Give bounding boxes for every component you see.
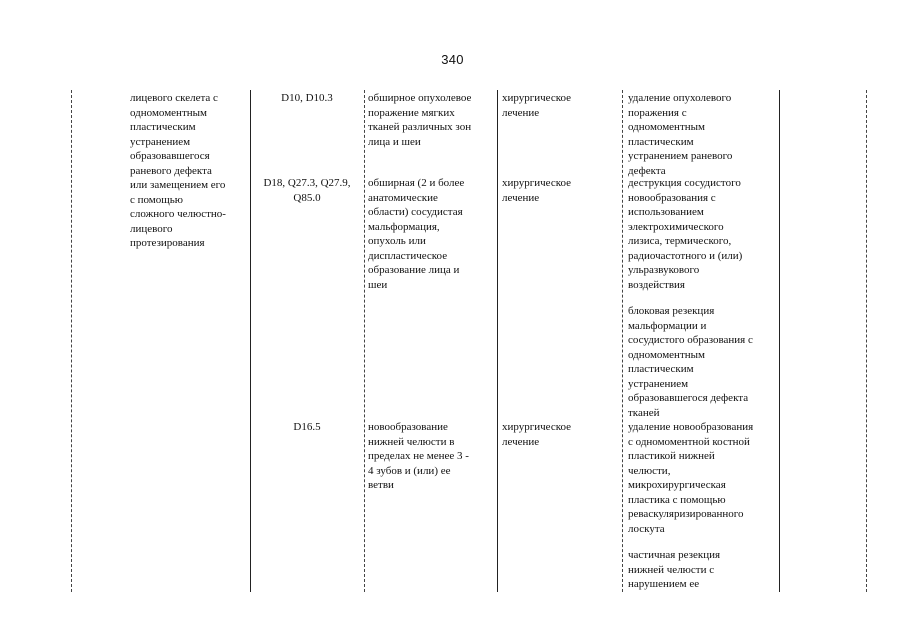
column-divider-2	[364, 90, 365, 592]
code-cell: D10, D10.3	[281, 92, 333, 104]
code-cell: D16.5	[293, 421, 321, 433]
table-border-left	[71, 90, 72, 592]
treatment-cell: хирургическое лечение	[502, 177, 572, 204]
column-divider-1	[250, 90, 251, 592]
method-cell-secondary: блоковая резекция мальформации и сосудистого образования с одномоментным пластическим устранением образовавшегося дефекта тканей	[628, 305, 753, 419]
page-number: 340	[441, 52, 464, 67]
model-cell: обширное опухолевое поражение мягких тканей различных зон лица и шеи	[368, 92, 472, 148]
column-divider-4	[622, 90, 623, 592]
method-cell-secondary: частичная резекция нижней челюсти с нарушением ее	[628, 549, 721, 590]
model-cell: новообразование нижней челюсти в пределах не менее 3 - 4 зубов и (или) ее ветви	[368, 421, 469, 491]
method-cell: деструкция сосудистого новообразования с использованием электрохимического лизиса, термического, радиочастотного и (или) ульразвукового воздействия	[628, 177, 743, 291]
profile-cell: лицевого скелета с одномоментным пластическим устранением образовавшегося раневого дефекта или замещением его с помощью сложного челюстно- лицевого протезирования	[130, 92, 226, 249]
code-cell: D18, Q27.3, Q27.9, Q85.0	[263, 177, 351, 204]
column-divider-3	[497, 90, 498, 592]
treatment-cell: хирургическое лечение	[502, 92, 572, 119]
table-border-right	[866, 90, 867, 592]
model-cell: обширная (2 и более анатомические области) сосудистая мальформация, опухоль или диспластическое образование лица и шеи	[368, 177, 465, 291]
method-cell: удаление опухолевого поражения с одномоментным пластическим устранением раневого дефекта	[628, 92, 733, 177]
column-divider-5	[779, 90, 780, 592]
treatment-cell: хирургическое лечение	[502, 421, 572, 448]
method-cell: удаление новообразования с одномоментной костной пластикой нижней челюсти, микрохирургическая пластика с помощью реваскуляризированного лоскута	[628, 421, 754, 535]
